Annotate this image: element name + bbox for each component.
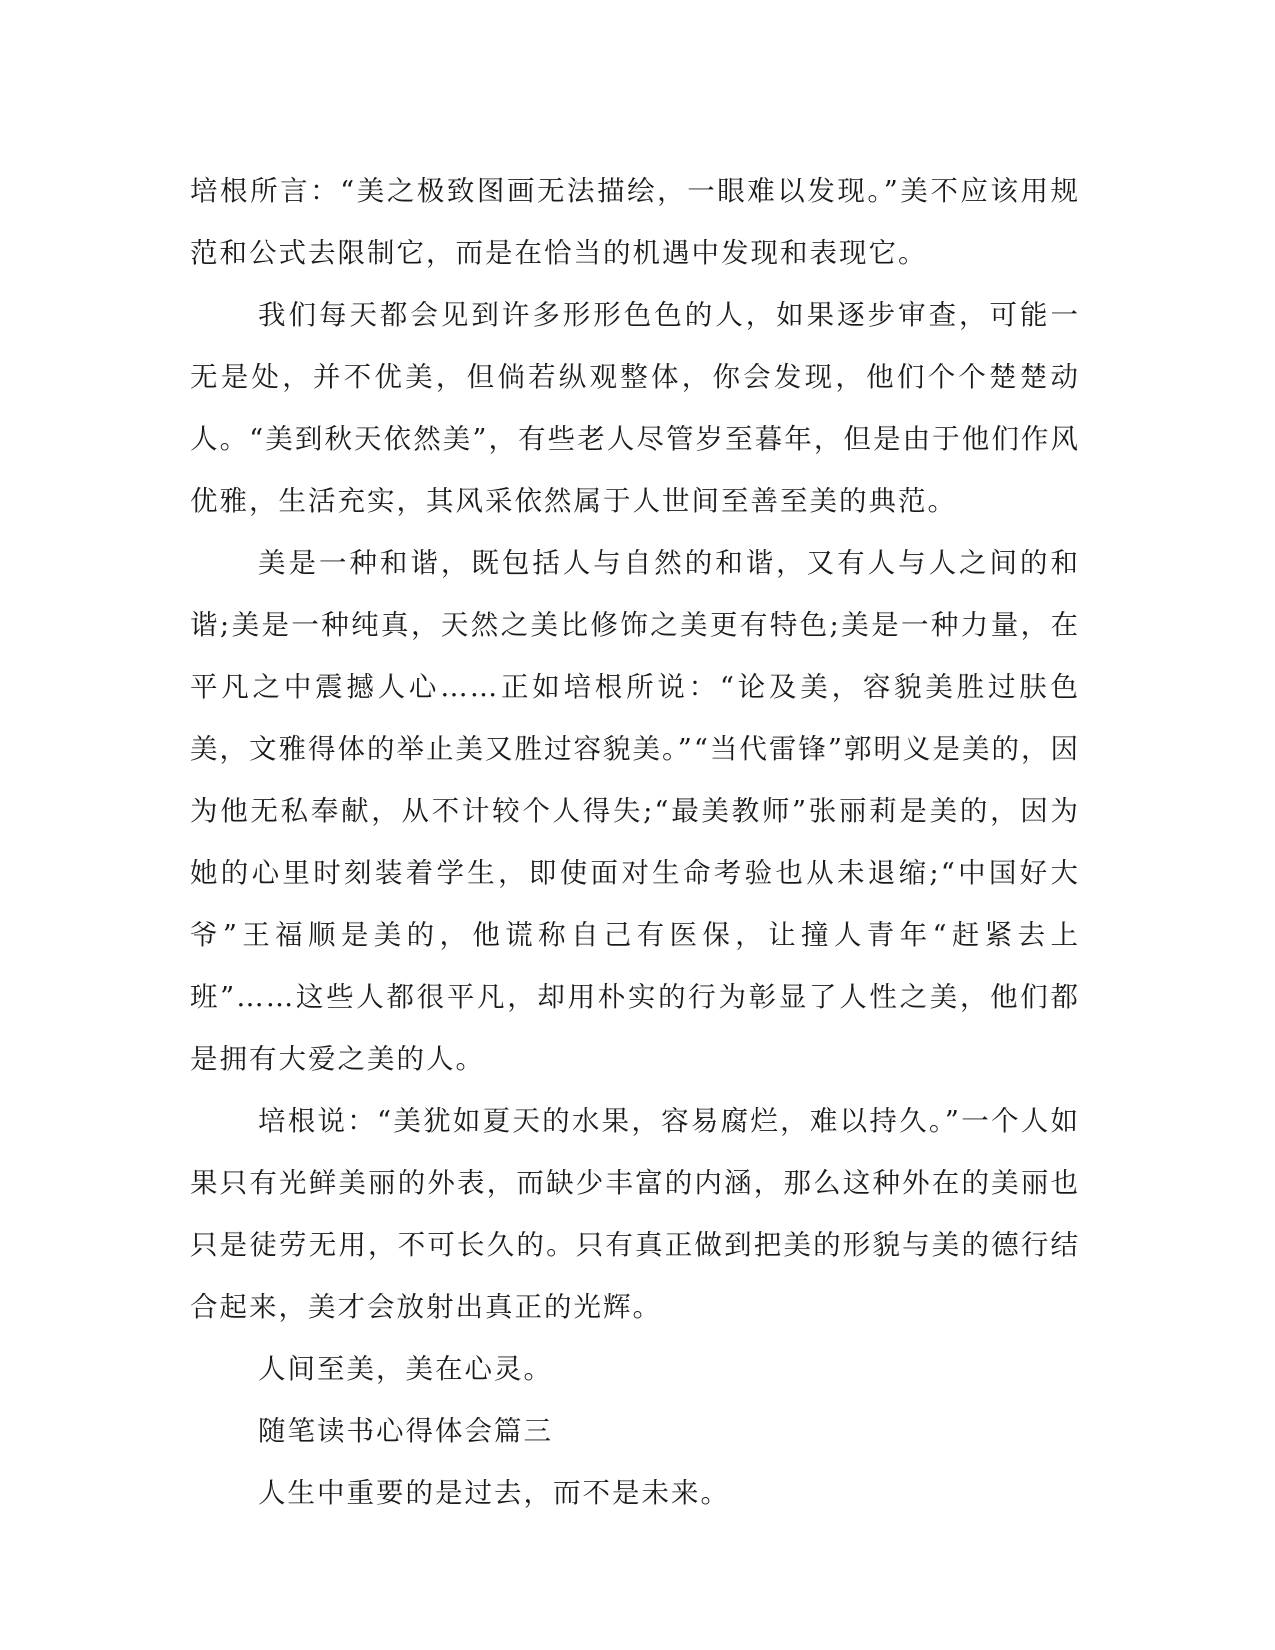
paragraph-5: 人间至美，美在心灵。 bbox=[258, 1353, 553, 1385]
paragraph-6: 人生中重要的是过去，而不是未来。 bbox=[258, 1477, 730, 1509]
paragraph-1: 培根所言：“美之极致图画无法描绘，一眼难以发现。”美不应该用规范和公式去限制它，而是在恰当的机遇中发现和表现它。 bbox=[190, 175, 1080, 269]
document-body bbox=[190, 160, 1080, 1524]
paragraph-2: 我们每天都会见到许多形形色色的人，如果逐步审查，可能一无是处，并不优美，但倘若纵观整体，你会发现，他们个个楚楚动人。“美到秋天依然美”，有些老人尽管岁至暮年，但是由于他们作风优雅，生活充实，其风采依然属于人世间至善至美的典范。 bbox=[190, 299, 1080, 517]
section-heading: 随笔读书心得体会篇三 bbox=[258, 1415, 553, 1447]
paragraph-3: 美是一种和谐，既包括人与自然的和谐，又有人与人之间的和谐;美是一种纯真，天然之美比修饰之美更有特色;美是一种力量，在平凡之中震撼人心……正如培根所说：“论及美，容貌美胜过肤色美，文雅得体的举止美又胜过容貌美。”“当代雷锋”郭明义是美的，因为他无私奉献，从不计较个人得失;“最美教师”张丽莉是美的，因为她的心里时刻装着学生，即使面对生命考验也从未退缩;“中国好大爷”王福顺是美的，他谎称自己有医保，让撞人青年“赶紧去上班”……这些人都很平凡，却用朴实的行为彰显了人性之美，他们都是拥有大爱之美的人。 bbox=[190, 547, 1080, 1075]
paragraph-4: 培根说：“美犹如夏天的水果，容易腐烂，难以持久。”一个人如果只有光鲜美丽的外表，而缺少丰富的内涵，那么这种外在的美丽也只是徒劳无用，不可长久的。只有真正做到把美的形貌与美的德行结合起来，美才会放射出真正的光辉。 bbox=[190, 1105, 1080, 1323]
